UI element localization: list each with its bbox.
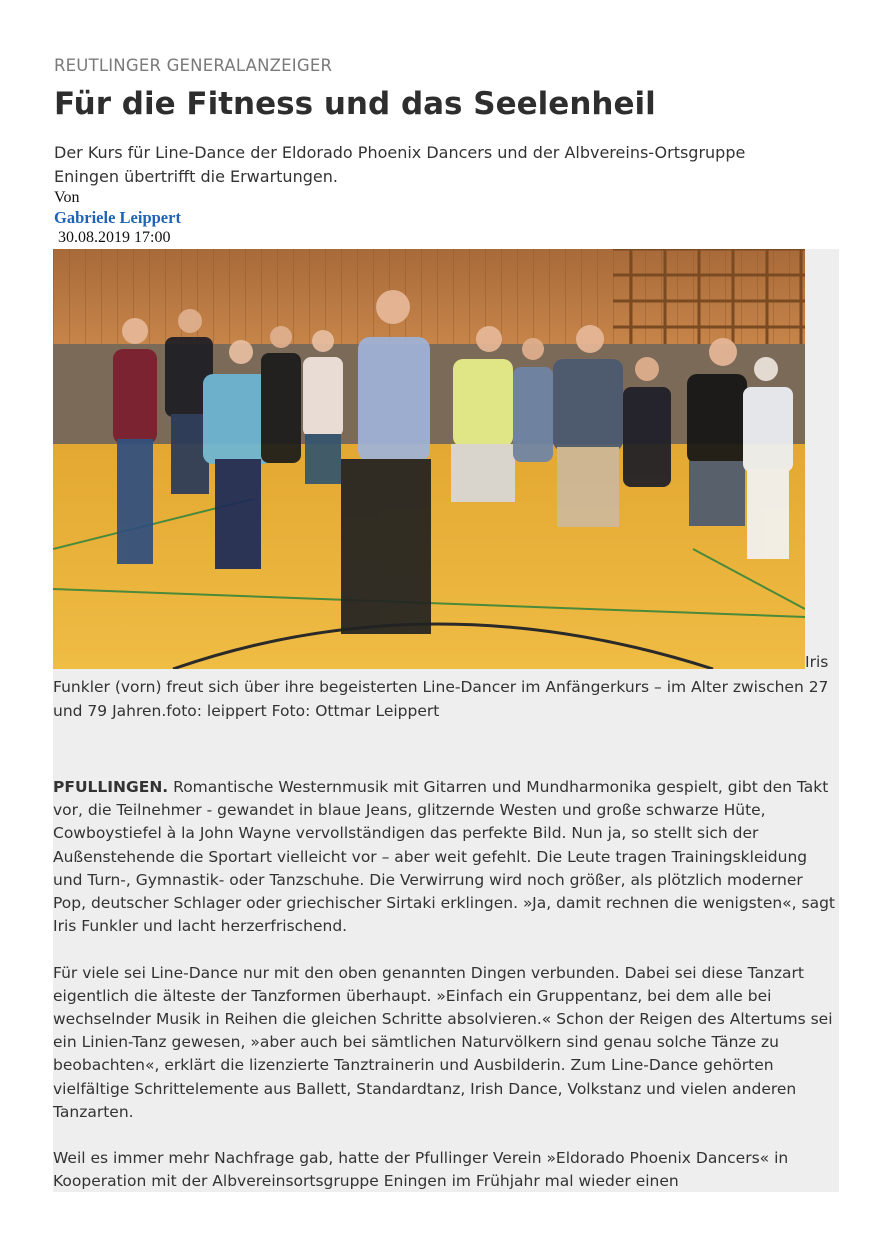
lead-paragraph: Der Kurs für Line-Dance der Eldorado Phoenix Dancers und der Albvereins-Ortsgruppe Eningen übertrifft die Erwartungen. [54, 143, 746, 186]
article-photo [53, 249, 805, 669]
article-paragraph [53, 776, 839, 938]
photo-caption: Funkler (vorn) freut sich über ihre begeisterten Line-Dancer im Anfängerkurs – im Alter zwischen 27 und 79 Jahren.foto: leippert Foto: Ottmar Leippert [53, 678, 829, 720]
headline: Für die Fitness und das Seelenheil [54, 86, 656, 122]
article-content [53, 249, 839, 1192]
article-paragraph: Für viele sei Line-Dance nur mit den oben genannten Dingen verbunden. Dabei sei diese Tanzart eigentlich die älteste der Tanzformen überhaupt. »Einfach ein Gruppentanz, bei dem alle bei wechselnder Musik in Reihen die gleichen Schritte absolvieren.« Schon der Reigen des Altertums sei ein Linien-Tanz gewesen, »aber auch bei sämtlichen Naturvölkern sind genau solche Tänze zu beobachten«, erklärt die lizenzierte Tanztrainerin und Ausbilderin. Zum Line-Dance gehörten vielfältige Schrittelemente aus Ballett, Standardtanz, Irish Dance, Volkstanz und vielen anderen Tanzarten. [53, 963, 833, 1121]
publish-date: 30.08.2019 17:00 [58, 229, 171, 246]
article-paragraph: Weil es immer mehr Nachfrage gab, hatte der Pfullinger Verein »Eldorado Phoenix Dancers« in Kooperation mit der Albvereinsortsgruppe Eningen im Frühjahr mal wieder einen [53, 1149, 789, 1191]
photo-caption-start: Iris [805, 653, 829, 671]
article-body [53, 776, 839, 1217]
dateline: PFULLINGEN. [53, 778, 169, 796]
newspaper-name: REUTLINGER GENERALANZEIGER [54, 56, 333, 75]
byline [54, 188, 181, 248]
paragraph-text: Romantische Westernmusik mit Gitarren und Mundharmonika gespielt, gibt den Takt vor, die Teilnehmer - gewandet in blaue Jeans, glitzernde Westen und große schwarze Hüte, Cowboystiefel à la John Wayne vervollständigen das perfekte Bild. Nun ja, so stellt sich der Außenstehende die Sportart vielleicht vor – aber weit gefehlt. Die Leute tragen Trainingskleidung und Turn-, Gymnastik- oder Tanzschuhe. Die Verwirrung wird noch größer, als plötzlich moderner Pop, deutscher Schlager oder griechischer Sirtaki erklingen. »Ja, damit rechnen die wenigsten«, sagt Iris Funkler und lacht herzerfrischend. [53, 778, 836, 936]
author-link[interactable]: Gabriele Leippert [54, 208, 181, 227]
byline-prefix: Von [54, 189, 80, 206]
